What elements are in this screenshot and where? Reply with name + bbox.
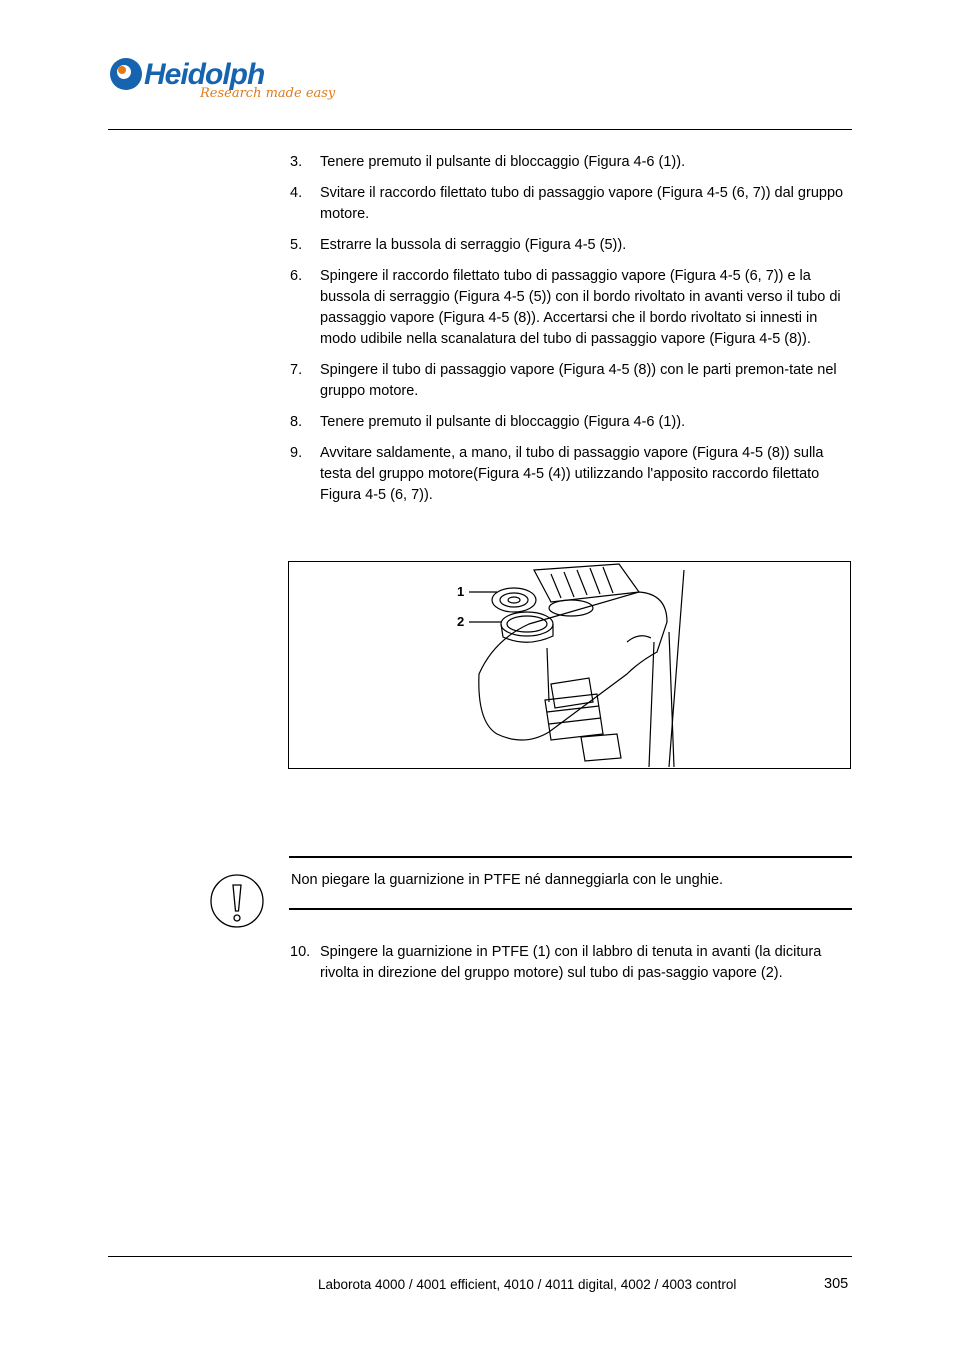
step-number: 4. [290, 185, 303, 201]
step-number: 10. [290, 944, 311, 960]
warning-top-rule [289, 856, 852, 858]
step-text: Tenere premuto il pulsante di bloccaggio (Figura 4-6 (1)). [320, 414, 686, 430]
step-text: Spingere la guarnizione in PTFE (1) con il labbro di tenuta in avanti (la dicitura rivolta in direzione del gruppo motore) sul tubo di pas-saggio vapore (2). [320, 944, 902, 981]
step-item [290, 443, 852, 506]
step-number: 9. [290, 445, 303, 461]
warning-bottom-rule [289, 908, 852, 910]
exclamation-icon [209, 873, 265, 929]
step-number: 7. [290, 362, 303, 378]
step-text: Avvitare saldamente, a mano, il tubo di passaggio vapore (Figura 4-5 (8)) sulla testa del gruppo motore(Figura 4-5 (4)) utilizzando l'apposito raccordo filettato Figura 4-5 (6, 7)). [320, 445, 824, 503]
page-number: 305 [824, 1276, 849, 1292]
heidolph-logo [108, 52, 336, 114]
motor-head-illustration [289, 562, 852, 770]
step-item-10 [290, 942, 902, 984]
step-number: 5. [290, 237, 303, 253]
logo-wordmark: Heidolph [144, 58, 265, 91]
step-text: Svitare il raccordo filettato tubo di passaggio vapore (Figura 4-5 (6, 7)) dal gruppo motore. [320, 185, 844, 222]
callout-2: 2 [457, 614, 465, 629]
warning-text: Non piegare la guarnizione in PTFE né danneggiarla con le unghie. [291, 872, 724, 888]
step-text: Spingere il raccordo filettato tubo di passaggio vapore (Figura 4-5 (6, 7)) e la bussola di serraggio (Figura 4-5 (5)) con il bordo rivoltato in avanti verso il tubo di passaggio vapore (Figura 4-5 (8)). Accertarsi che il bordo rivoltato si innesti in modo udibile nella scanalatura del tubo di passaggio vapore (Figura 4-5 (8)). [320, 268, 841, 347]
assembly-figure [288, 561, 851, 769]
step-item [290, 183, 852, 225]
footer-rule [108, 1256, 852, 1257]
logo-tagline: Research made easy [200, 86, 336, 101]
step-text: Estrarre la bussola di serraggio (Figura 4-5 (5)). [320, 237, 627, 253]
instruction-list [290, 152, 852, 516]
footer-title: Laborota 4000 / 4001 efficient, 4010 / 4011 digital, 4002 / 4003 control [318, 1277, 737, 1292]
step-item [290, 235, 852, 256]
step-item [290, 266, 852, 350]
logo-mark-icon [108, 56, 148, 96]
step-text: Spingere il tubo di passaggio vapore (Figura 4-5 (8)) con le parti premon-tate nel gruppo motore. [320, 362, 837, 399]
step-item [290, 412, 852, 433]
step-number: 8. [290, 414, 303, 430]
step-item [290, 152, 852, 173]
step-item [290, 360, 852, 402]
step-text: Tenere premuto il pulsante di bloccaggio (Figura 4-6 (1)). [320, 154, 686, 170]
step-number: 6. [290, 268, 303, 284]
callout-1: 1 [457, 584, 465, 599]
step-number: 3. [290, 154, 303, 170]
header-rule [108, 129, 852, 130]
